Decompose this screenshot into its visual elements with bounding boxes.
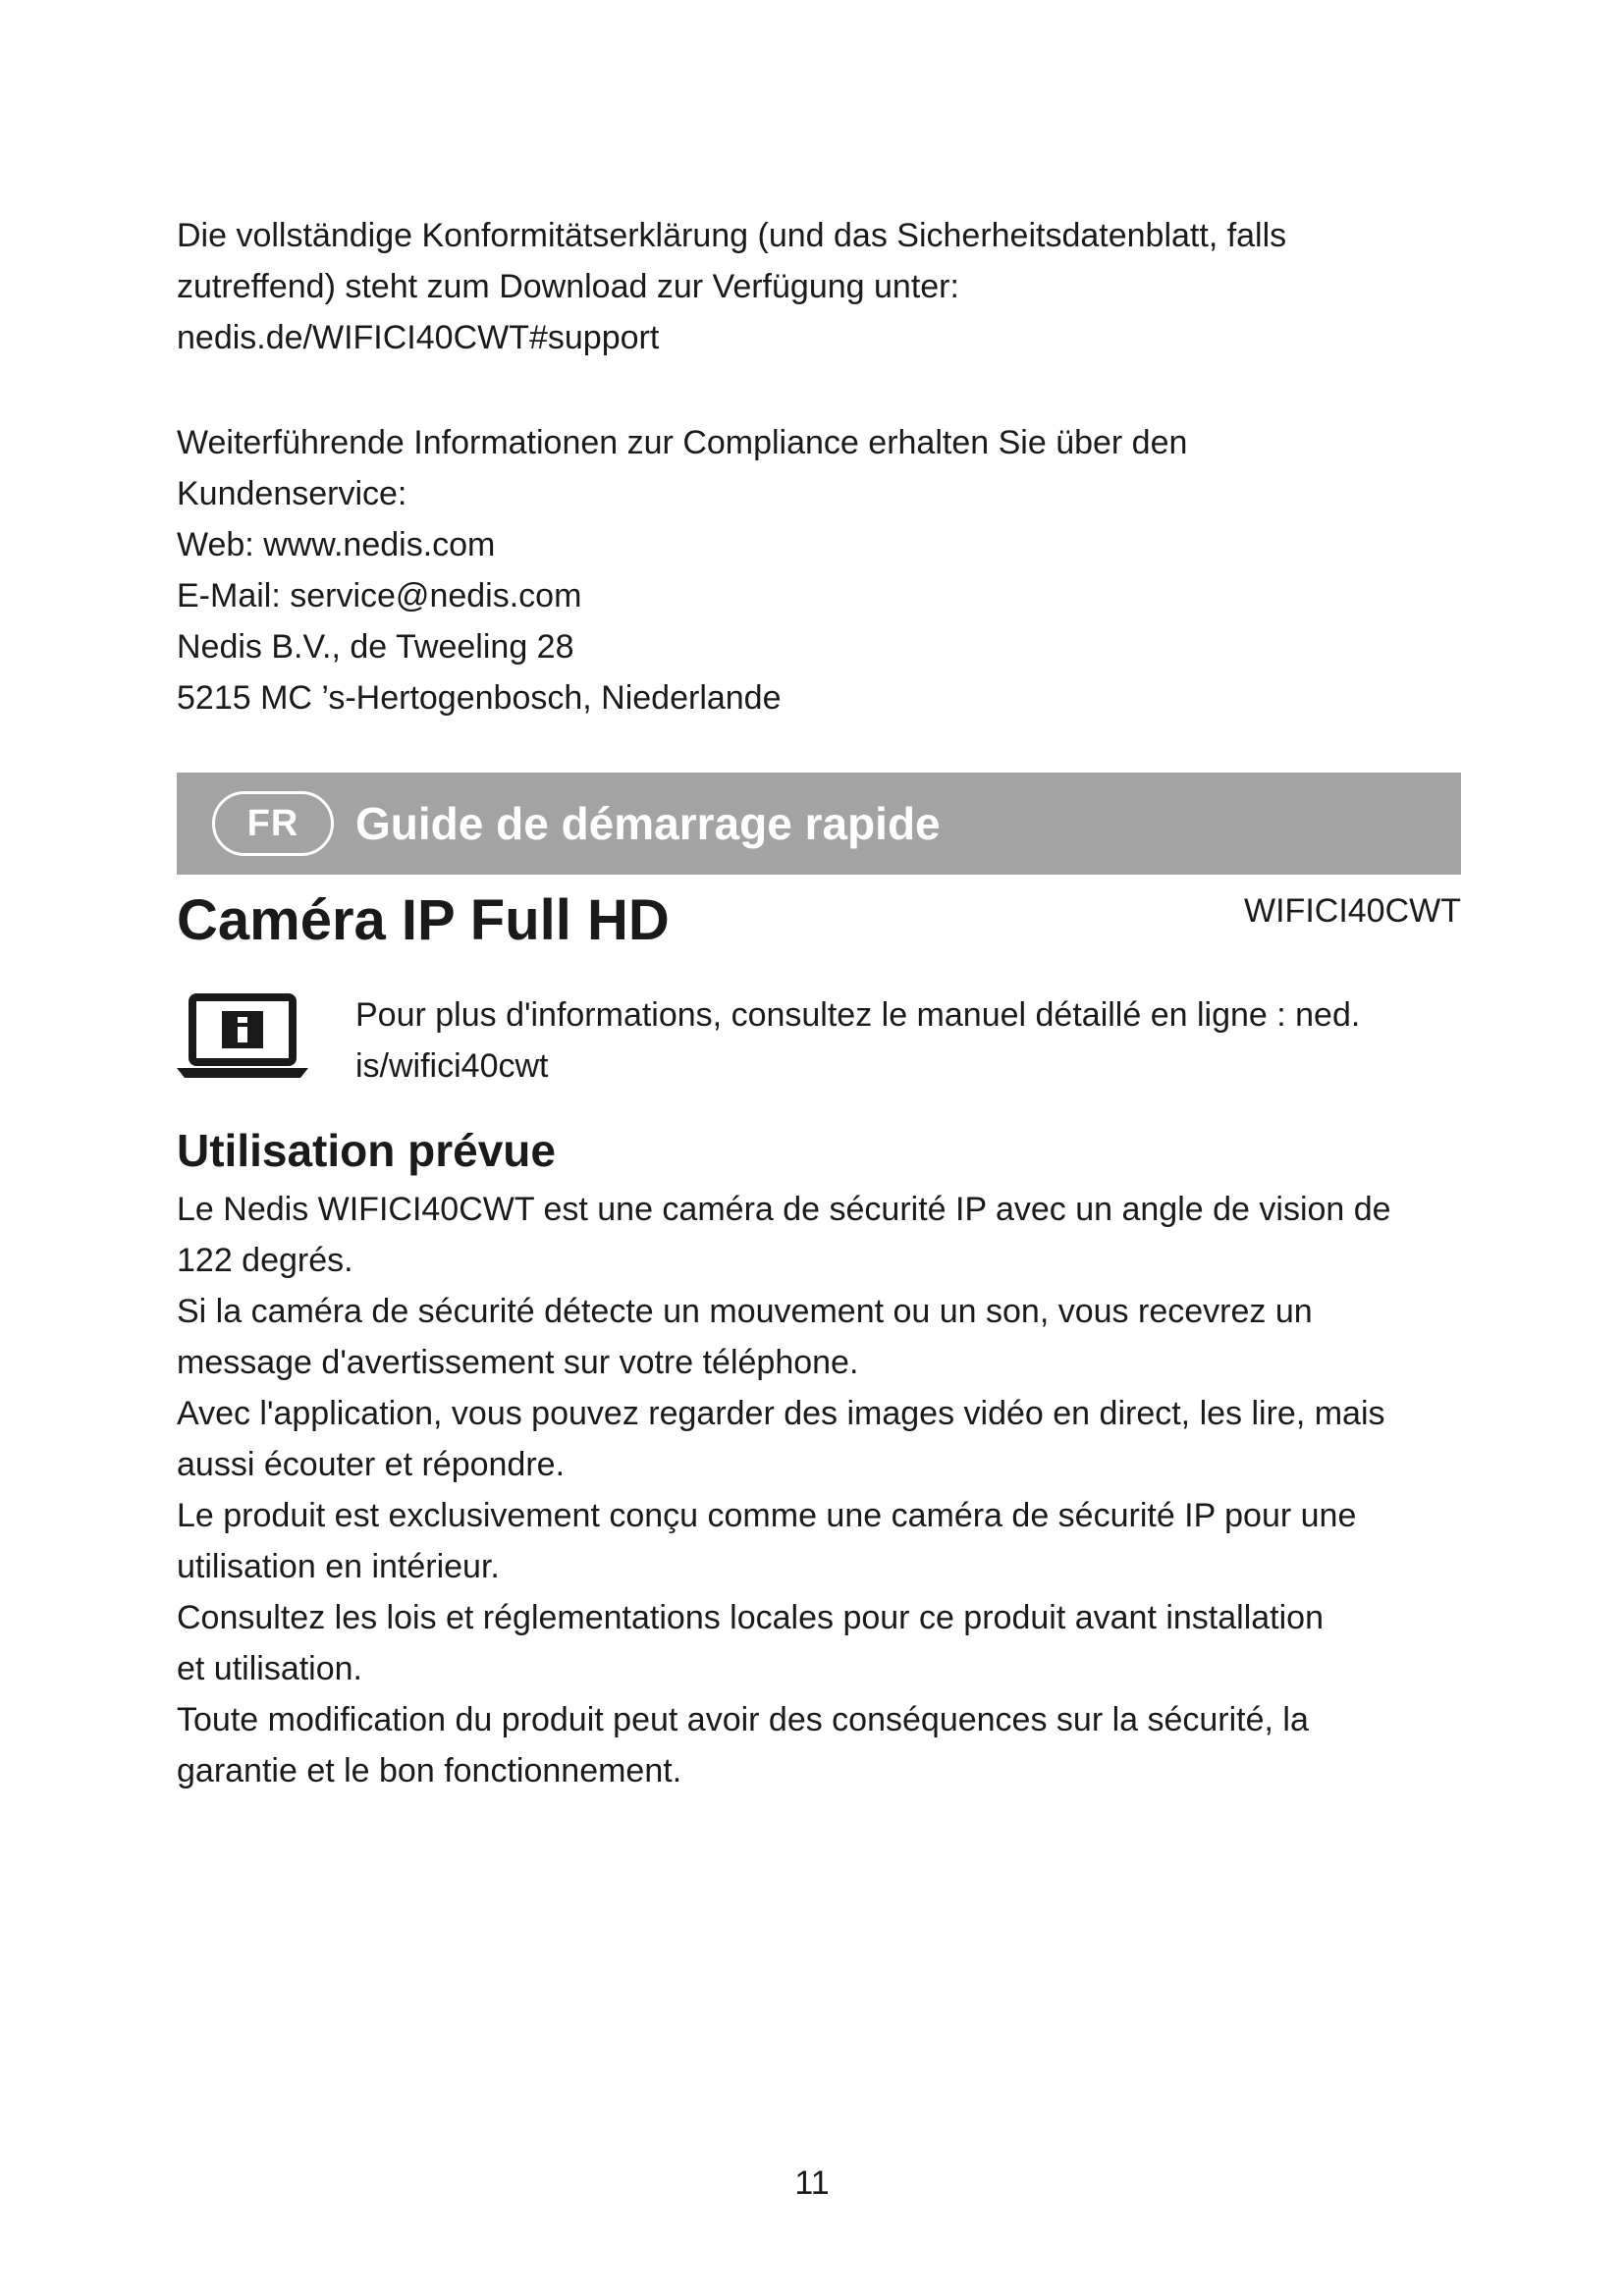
- paragraph: [177, 1286, 1473, 1388]
- text-line: garantie et le bon fonctionnement.: [177, 1752, 682, 1789]
- paragraph: [177, 1694, 1473, 1796]
- section-heading: Utilisation prévue: [177, 1125, 556, 1176]
- page-number: 11: [794, 2164, 830, 2202]
- email-line: E-Mail: service@nedis.com: [177, 577, 582, 614]
- web-line: Web: www.nedis.com: [177, 526, 496, 563]
- paragraph: [177, 1490, 1473, 1592]
- laptop-info-icon: [177, 993, 308, 1082]
- text-line: Weiterführende Informationen zur Compliance erhalten Sie über den: [177, 424, 1188, 461]
- text-line: Die vollständige Konformitätserklärung (und das Sicherheitsdatenblatt, falls: [177, 217, 1287, 254]
- text-line: is/wifici40cwt: [355, 1047, 549, 1085]
- text-line: Si la caméra de sécurité détecte un mouvement ou un son, vous recevrez un: [177, 1293, 1313, 1330]
- address-line: Nedis B.V., de Tweeling 28: [177, 628, 574, 666]
- text-line: et utilisation.: [177, 1650, 362, 1687]
- text-line: zutreffend) steht zum Download zur Verfügung unter:: [177, 268, 959, 305]
- address-line: 5215 MC ’s-Hertogenbosch, Niederlande: [177, 679, 782, 717]
- language-badge: FR: [212, 791, 334, 856]
- paragraph: [177, 1184, 1473, 1286]
- text-line: 122 degrés.: [177, 1242, 353, 1279]
- product-title: Caméra IP Full HD: [177, 888, 670, 952]
- text-line: Le Nedis WIFICI40CWT est une caméra de sécurité IP avec un angle de vision de: [177, 1191, 1391, 1228]
- de-compliance-contact: [177, 417, 1453, 723]
- language-section-banner: [177, 773, 1461, 875]
- text-line: Avec l'application, vous pouvez regarder des images vidéo en direct, les lire, mais: [177, 1395, 1385, 1432]
- text-line: Le produit est exclusivement conçu comme une caméra de sécurité IP pour une: [177, 1497, 1357, 1534]
- paragraph: [177, 1388, 1473, 1490]
- online-manual-note: [355, 989, 1455, 1092]
- text-line: Kundenservice:: [177, 475, 407, 512]
- text-line: nedis.de/WIFICI40CWT#support: [177, 319, 660, 356]
- text-line: Toute modification du produit peut avoir des conséquences sur la sécurité, la: [177, 1701, 1309, 1738]
- text-line: Consultez les lois et réglementations locales pour ce produit avant installation: [177, 1599, 1324, 1636]
- intended-use-body: [177, 1184, 1473, 1796]
- text-line: message d'avertissement sur votre téléphone.: [177, 1344, 859, 1381]
- model-code: WIFICI40CWT: [1244, 892, 1461, 930]
- text-line: aussi écouter et répondre.: [177, 1446, 566, 1483]
- paragraph: [177, 1592, 1473, 1694]
- text-line: utilisation en intérieur.: [177, 1548, 500, 1585]
- de-conformity-notice: [177, 210, 1453, 363]
- text-line: Pour plus d'informations, consultez le manuel détaillé en ligne : ned.: [355, 996, 1361, 1034]
- banner-title: Guide de démarrage rapide: [355, 798, 941, 849]
